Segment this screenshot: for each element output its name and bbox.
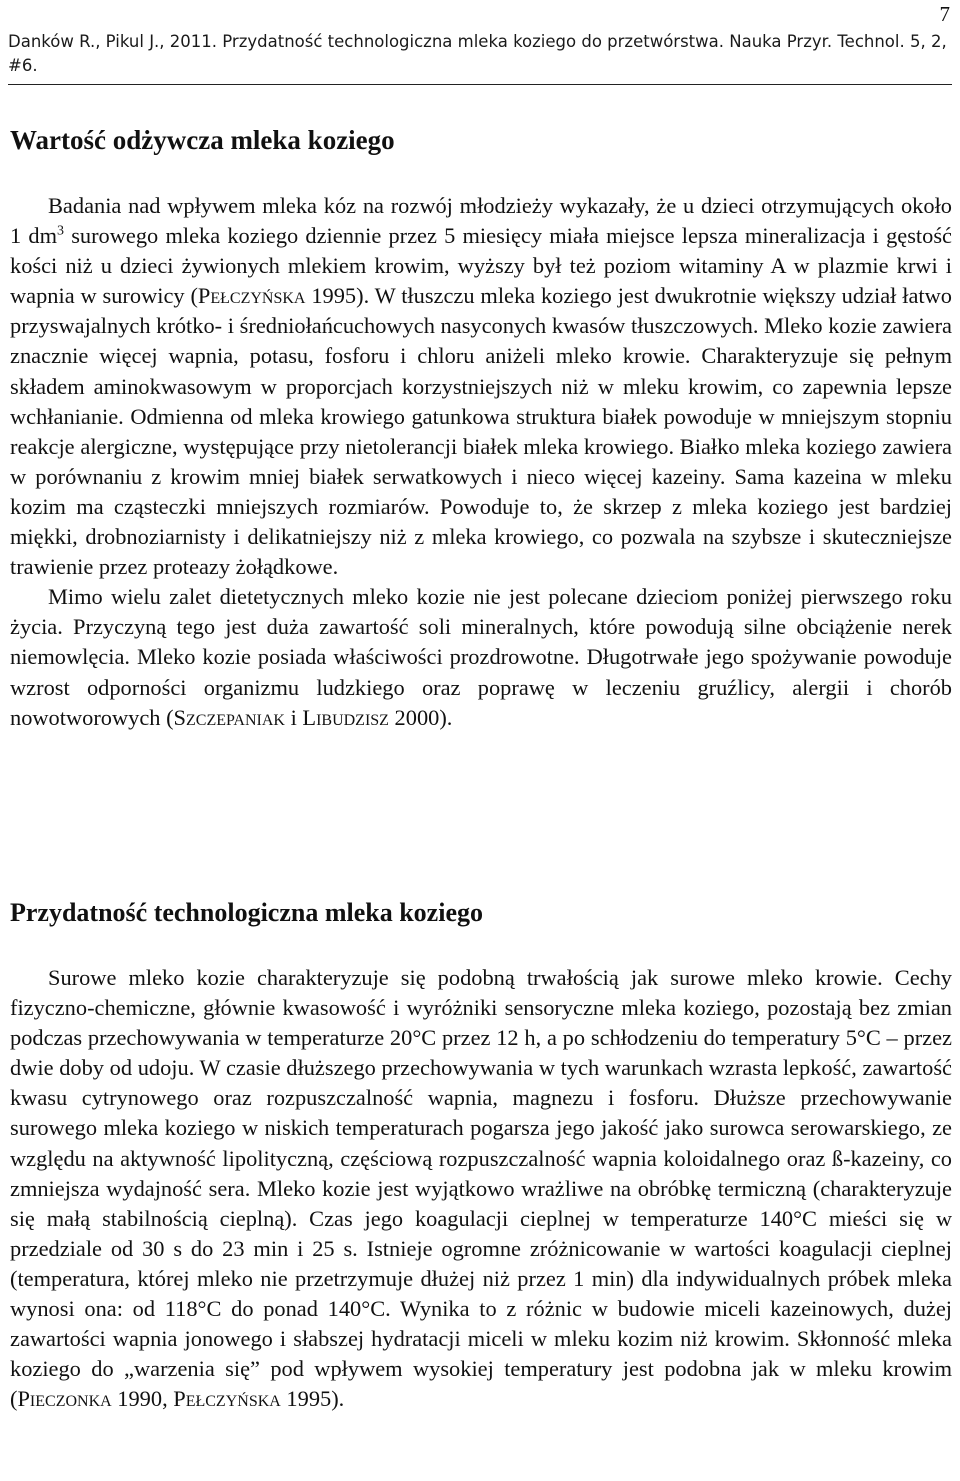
text-run: Mimo wielu zalet dietetycznych mleko kozie nie jest polecane dzieciom poniżej pierwszego roku życia. Przyczyną tego jest duża zawartość soli mineralnych, które powodują silne obciążenie nerek niemowlęcia. Mleko kozie posiada właściwości prozdrowotne. Długotrwałe jego spożywanie powoduje wzrost odporności organizmu ludzkiego oraz poprawę w leczeniu gruźlicy, alergii i chorób nowotworowych ( xyxy=(10,584,952,730)
header-rule xyxy=(8,84,952,85)
text-run: Badania nad wpływem mleka kóz na rozwój młodzieży wykazały, że u dzieci otrzymujących około 1 dm xyxy=(10,193,952,249)
citation-author: Pieczonka xyxy=(17,1386,112,1412)
citation-author: Pełczyńska xyxy=(197,283,306,309)
paragraph xyxy=(10,582,952,732)
text-run: 1990, xyxy=(111,1386,174,1412)
paragraph xyxy=(10,963,952,1414)
section-heading-technological-suitability: Przydatność technologiczna mleka koziego xyxy=(10,898,483,927)
text-run: Surowe mleko kozie charakteryzuje się podobną trwałością jak surowe mleko krowie. Cechy fizyczno-chemiczne, głównie kwasowość i wyróżniki sensoryczne mleka koziego, pozostają bez zmian podczas przechowywania w temperaturze 20°C przez 12 h, a po schłodzeniu do temperatury 5°C – przez dwie doby od udoju. W czasie dłuższego przechowywania w tych warunkach wzrasta lepkość, zawartość kwasu cytrynowego oraz rozpuszczalność wapnia, magnezu i fosforu. Dłuższe przechowywanie surowego mleka koziego w niskich temperaturach pogarsza jego jakość jako surowca serowarskiego, ze względu na aktywność lipolityczną, częściową rozpuszczalność wapnia koloidalnego oraz ß-kazeiny, co zmniejsza wydajność sera. Mleko kozie jest wyjątkowo wrażliwe na obróbkę termiczną (charakteryzuje się małą stabilnością cieplną). Czas jego koagulacji cieplnej w temperaturze 140°C mieści się w przedziale od 30 s do 23 min i 25 s. Istnieje ogromne zróżnicowanie w wartości koagulacji cieplnej (temperatura, której mleko nie przetrzymuje dłużej niż przez 1 min) dla indywidualnych próbek mleka wynosi ona: od 118°C do ponad 140°C. Wynika to z różnic w budowie miceli kazeinowych, dużej zawartości wapnia jonowego i słabszej hydratacji miceli w mleku kozim niż krowim. Skłonność mleka koziego do „warzenia się” pod wpływem wysokiej temperatury jest podobna jak w mleku krowim ( xyxy=(10,965,952,1412)
superscript: 3 xyxy=(57,223,64,239)
text-run: 2000). xyxy=(388,704,453,730)
paragraph xyxy=(10,191,952,582)
section-body-nutritional-value xyxy=(10,191,952,733)
citation-author: Szczepaniak xyxy=(173,704,285,730)
text-run: surowego mleka koziego dziennie przez 5 miesięcy miała miejsce lepsza mineralizacja i gęstość kości niż u dzieci żywionych mlekiem krowim, wyższy był też poziom witaminy A w plazmie krwi i wapnia w surowicy ( xyxy=(10,223,952,309)
citation-author: Pełczyńska xyxy=(173,1386,281,1412)
citation-author: Libudzisz xyxy=(302,704,389,730)
section-heading-nutritional-value: Wartość odżywcza mleka koziego xyxy=(10,125,395,155)
text-run: 1995). xyxy=(280,1386,345,1412)
page-number: 7 xyxy=(939,2,950,26)
section-body-technological-suitability xyxy=(10,963,952,1414)
running-header-citation: Danków R., Pikul J., 2011. Przydatność technologiczna mleka koziego do przetwórstwa. Nauka Przyr. Technol. 5, 2, #6. xyxy=(8,32,947,75)
text-run: i xyxy=(284,704,303,730)
text-run: 1995). W tłuszczu mleka koziego jest dwukrotnie większy udział łatwo przyswajalnych krótko- i średniołańcuchowych nasyconych kwasów tłuszczowych. Mleko kozie zawiera znacznie więcej wapnia, potasu, fosforu i chloru aniżeli mleko krowie. Charakteryzuje się pełnym składem aminokwasowym w proporcjach korzystniejszych niż w mleku krowim, co zapewnia lepsze wchłanianie. Odmienna od mleka krowiego gatunkowa struktura białek powoduje w mniejszym stopniu reakcje alergiczne, występujące przy nietolerancji białek mleka krowiego. Białko mleka koziego zawiera w porównaniu z krowim mniej białek serwatkowych i nieco więcej kazeiny. Sama kazeina w mleku kozim ma cząsteczki mniejszych rozmiarów. Powoduje to, że skrzep z mleka koziego jest bardziej miękki, drobnoziarnisty i delikatniejszy niż z mleka krowiego, co pozwala na szybsze i skuteczniejsze trawienie przez proteazy żołądkowe. xyxy=(10,283,952,580)
